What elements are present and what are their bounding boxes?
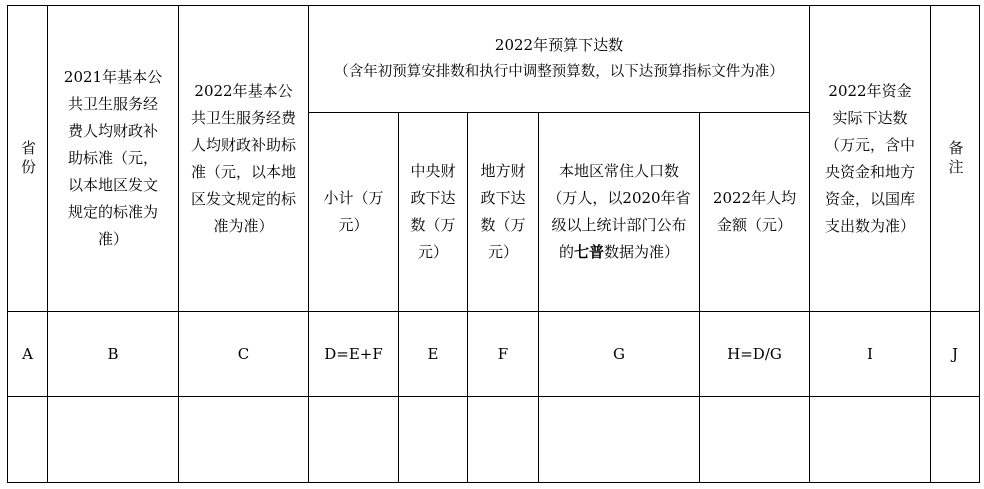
header-budget-group (309, 6, 809, 112)
data-cell-province[interactable] (8, 397, 47, 482)
population-bold: 七普 (573, 243, 604, 261)
data-cell-i[interactable] (810, 397, 930, 482)
header-col-c (179, 6, 308, 311)
population-suffix: 数据为准） (604, 243, 680, 261)
header-col-b (48, 6, 178, 311)
border-bottom (7, 482, 980, 483)
border-right (979, 5, 980, 483)
code-d: D=E+F (324, 344, 383, 363)
header-subtotal-label: 小计（万元） (323, 189, 384, 234)
code-cell (179, 312, 308, 396)
code-cell (539, 312, 699, 396)
code-c: C (237, 344, 250, 363)
data-cell-c[interactable] (179, 397, 308, 482)
header-remark-label: 备注 (946, 139, 965, 178)
code-cell (931, 312, 979, 396)
header-local-label: 地方财政下达数（万元） (480, 162, 526, 261)
data-cell-f[interactable] (468, 397, 538, 482)
code-cell (810, 312, 930, 396)
data-cell-d[interactable] (309, 397, 398, 482)
header-per-capita (700, 113, 809, 311)
header-per-capita-label: 2022年人均金额（元） (712, 189, 797, 234)
code-b: B (107, 344, 119, 363)
header-province-label: 省份 (19, 139, 37, 178)
budget-subtitle: （含年初预算安排数和执行中调整预算数，以下达预算指标文件为准） (334, 64, 784, 80)
header-actual (810, 6, 930, 311)
code-cell (399, 312, 467, 396)
population-prefix: 本地区常住人口数（万人，以2020年省级以上统计部门公布的 (547, 162, 691, 261)
code-f: F (497, 344, 509, 363)
code-cell (468, 312, 538, 396)
data-cell-b[interactable] (48, 397, 178, 482)
code-j: J (951, 344, 958, 363)
header-central-label: 中央财政下达数（万元） (410, 162, 456, 261)
data-cell-g[interactable] (539, 397, 699, 482)
header-population (539, 113, 699, 311)
header-province (8, 6, 47, 311)
code-a: A (22, 344, 33, 363)
code-h: H=D/G (727, 344, 782, 363)
header-remark (931, 6, 979, 311)
data-cell-e[interactable] (399, 397, 467, 482)
header-central (399, 113, 467, 311)
code-e: E (427, 344, 439, 363)
code-g: G (613, 344, 625, 363)
code-cell (309, 312, 398, 396)
data-cell-h[interactable] (700, 397, 809, 482)
header-subtotal (309, 113, 398, 311)
header-actual-label: 2022年资金实际下达数（万元，含中央资金和地方资金，以国库支出数为准） (824, 81, 915, 235)
header-population-label (547, 158, 691, 266)
data-cell-j[interactable] (931, 397, 979, 482)
code-cell (48, 312, 178, 396)
budget-title: 2022年预算下达数 (494, 36, 624, 54)
code-i: I (867, 344, 873, 363)
header-local (468, 113, 538, 311)
code-cell (700, 312, 809, 396)
code-cell (8, 312, 47, 396)
header-col-c-label: 2022年基本公共卫生服务经费人均财政补助标准（元，以本地区发文规定的标准为准） (191, 81, 297, 235)
header-col-b-label: 2021年基本公共卫生服务经费人均财政补助标准（元，以本地区发文规定的标准为准） (63, 68, 163, 248)
